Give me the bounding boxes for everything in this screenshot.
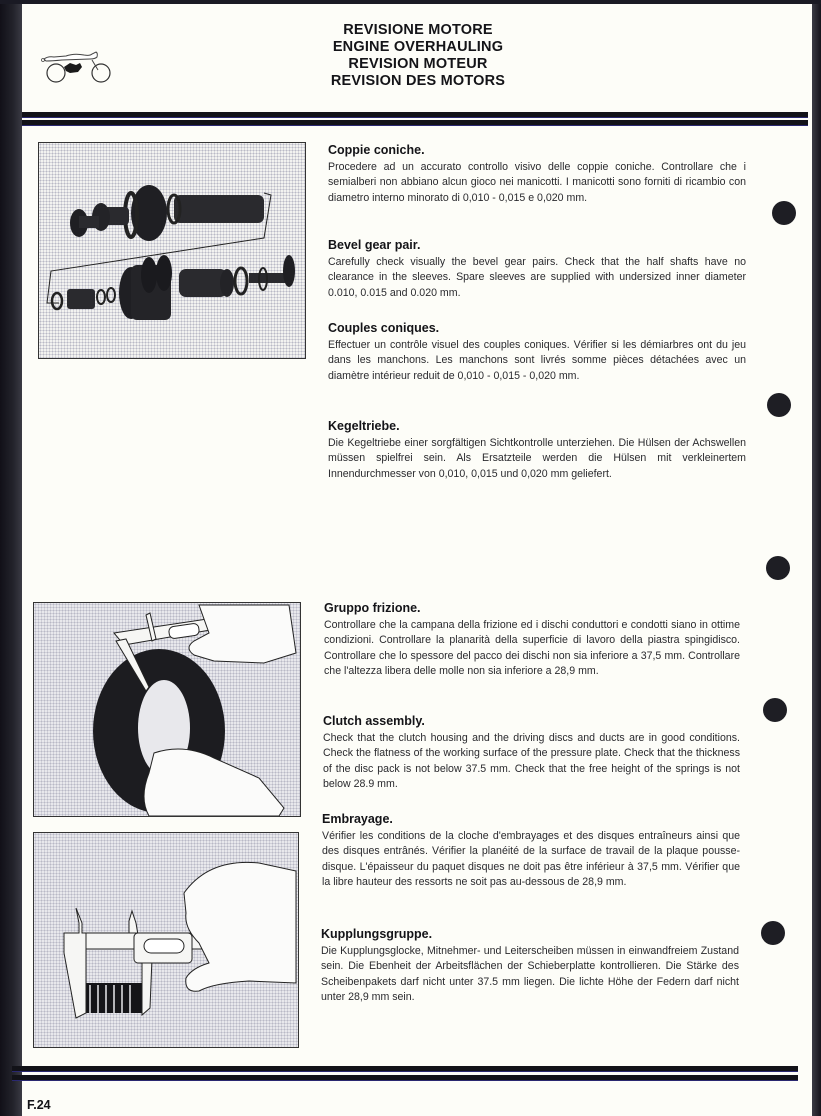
section-title: Kegeltriebe. bbox=[328, 419, 400, 433]
section-kupplungsgruppe bbox=[321, 926, 739, 1005]
section-bevel-gear-pair bbox=[328, 237, 746, 301]
section-title: Kupplungsgruppe. bbox=[321, 927, 433, 941]
header-title-it: REVISIONE MOTORE bbox=[343, 22, 493, 38]
section-body: Procedere ad un accurato controllo visivo delle coppie coniche. Controllare che i semialberi non abbiano alcun gioco nei manicotti. I manicotti sono forniti di ricambio con diametro interno minorato di 0,010 - 0,015 e 0,020 mm. bbox=[328, 161, 746, 204]
section-title: Gruppo frizione. bbox=[324, 601, 421, 615]
section-body: Die Kegeltriebe einer sorgfältigen Sichtkontrolle unterziehen. Die Hülsen der Achswellen müssen spielfrei sein. Als Ersatzteile werden die Hülsen mit verkleinertem Innendurchmesser von 0,010, 0,015 und 0,020 mm geliefert. bbox=[328, 437, 746, 480]
binder-hole-icon bbox=[763, 698, 787, 722]
scan-edge-right bbox=[812, 0, 821, 1116]
binder-hole-icon bbox=[767, 393, 791, 417]
section-body: Check that the clutch housing and the driving discs and ducts are in good conditions. Check the flatness of the working surface of the pressure plate. Check that the thickness of the disc pack is not below 37.5 mm. Check that the free height of the springs is not below 28.9 mm. bbox=[323, 732, 740, 790]
header-rule-top bbox=[22, 112, 808, 118]
footer-rule-top bbox=[12, 1066, 798, 1072]
motorcycle-icon bbox=[40, 50, 112, 84]
page-header bbox=[260, 22, 576, 90]
page-number: F.24 bbox=[27, 1098, 51, 1112]
scan-edge-top bbox=[0, 0, 821, 4]
section-couples-coniques bbox=[328, 320, 746, 384]
section-body: Effectuer un contrôle visuel des couples coniques. Vérifier si les démiarbres ont du jeu dans les manchons. Les manchons sont livrés somme pièces détachées avec un diamètre intérieur reduit de 0,010 - 0,015 - 0,020 mm. bbox=[328, 339, 746, 382]
binder-hole-icon bbox=[761, 921, 785, 945]
scan-edge-left bbox=[0, 0, 22, 1116]
section-title: Embrayage. bbox=[322, 812, 393, 826]
binder-hole-icon bbox=[772, 201, 796, 225]
section-kegeltriebe bbox=[328, 418, 746, 482]
section-body: Carefully check visually the bevel gear pairs. Check that the half shafts have no clearance in the sleeves. Spare sleeves are supplied with undersized inner diameter 0.010, 0.015 and 0.020 mm. bbox=[328, 256, 746, 299]
section-embrayage bbox=[322, 811, 740, 890]
clutch-disc-measurement-figure bbox=[33, 602, 301, 817]
section-clutch-assembly bbox=[323, 713, 740, 792]
section-title: Couples coniques. bbox=[328, 321, 440, 335]
binder-hole-icon bbox=[766, 556, 790, 580]
section-title: Coppie coniche. bbox=[328, 143, 425, 157]
spring-measurement-figure bbox=[33, 832, 299, 1048]
footer-rule-bottom bbox=[12, 1075, 798, 1081]
section-title: Clutch assembly. bbox=[323, 714, 425, 728]
section-body: Die Kupplungsglocke, Mitnehmer- und Leiterscheiben müssen in einwandfreiem Zustand sein. Die Ebenheit der Arbeitsflächen der Schieberplatte kontrollieren. Die Stärke des Scheibenpakets darf nicht unter 37.5 mm liegen. Die lichte Höhe der Federn darf nicht unter 28,9 mm sein. bbox=[321, 945, 739, 1003]
header-title-en: ENGINE OVERHAULING bbox=[332, 39, 504, 55]
section-coppie-coniche bbox=[328, 142, 746, 206]
section-gruppo-frizione bbox=[324, 600, 740, 679]
header-title-de: REVISION DES MOTORS bbox=[330, 73, 506, 89]
section-title: Bevel gear pair. bbox=[328, 238, 421, 252]
section-body: Vérifier les conditions de la cloche d'embrayages et des disques entraîneurs ainsi que des disques entrânés. Vérifier la planéité de la surface de travail de la plaque pousse-disque. L'épaisseur du paquet disques ne doit pas être inférieur à 37,5 mm. Vérifier que la libre hauteur des ressorts ne soit pas au-dessous de 28,9 mm. bbox=[322, 830, 740, 888]
bevel-gear-figure bbox=[38, 142, 306, 359]
section-body: Controllare che la campana della frizione ed i dischi conduttori e condotti siano in ottime condizioni. Controllare la planarità della superficie di lavoro della piastra spingidisco. Controllare che lo spessore del pacco dei dischi non sia inferiore a 37,5 mm. Controllare che l'altezza libera delle molle non sia inferiore a 28,9 mm. bbox=[324, 619, 740, 677]
header-title-fr: REVISION MOTEUR bbox=[348, 56, 488, 72]
header-rule-bottom bbox=[22, 120, 808, 126]
